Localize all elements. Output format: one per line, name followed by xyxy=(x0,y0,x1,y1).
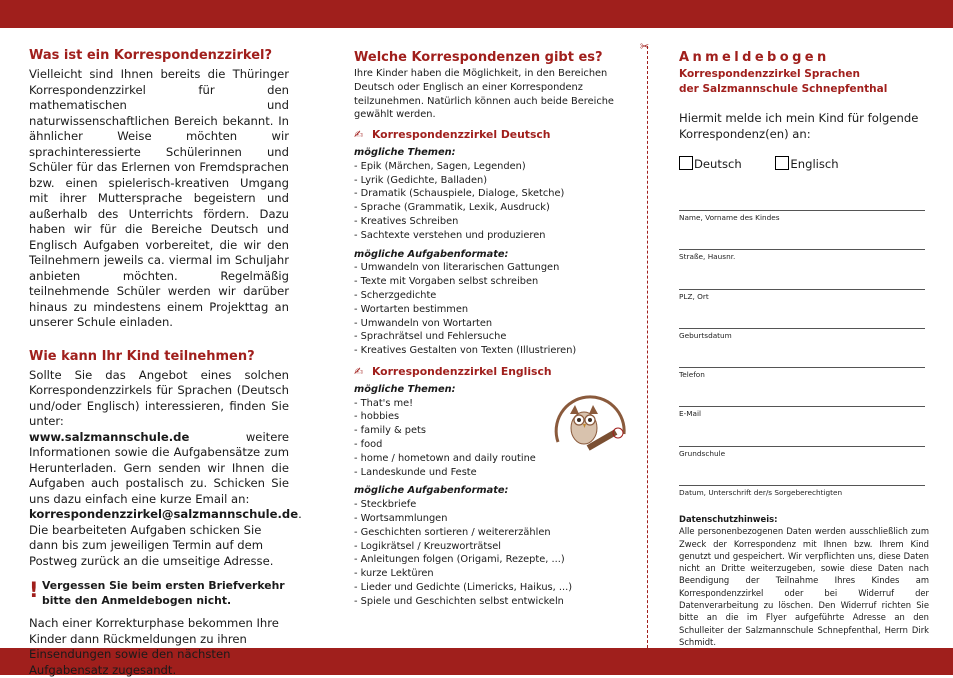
pen-icon: ✍ xyxy=(354,128,364,142)
field-label: E-Mail xyxy=(679,409,702,419)
field-label: Telefon xyxy=(679,370,705,380)
warning-text: Vergessen Sie beim ersten Briefverkehr bitte den Anmeldebogen nicht. xyxy=(42,579,285,607)
paragraph-feedback: Nach einer Korrekturphase bekommen Ihre Kinder dann Rückmeldungen zu ihren Einsendungen sowie den nächsten Aufgabensatz zugesandt. xyxy=(29,616,279,677)
form-subtitle-line2: der Salzmannschule Schnepfenthal xyxy=(679,83,888,95)
english-themes-label: mögliche Themen: xyxy=(354,383,456,395)
heading-offers: Welche Korrespondenzen gibt es? xyxy=(354,50,603,65)
offers-intro: Ihre Kinder haben die Möglichkeit, in den Bereichen Deutsch oder Englisch an einer Korrespondenz teilzunehmen. Natürlich können auch beide Bereiche gewählt werden. xyxy=(354,68,614,121)
heading-how-to-join: Wie kann Ihr Kind teilnehmen? xyxy=(29,348,255,364)
cut-line xyxy=(647,46,648,648)
list-item: - Texte mit Vorgaben selbst schreiben xyxy=(354,276,539,288)
field-street[interactable] xyxy=(679,249,925,288)
pen-icon: ✍ xyxy=(354,364,364,378)
registration-form xyxy=(679,50,931,647)
list-item: - Lieder und Gedichte (Limericks, Haikus, ...) xyxy=(354,581,573,593)
field-child-name[interactable] xyxy=(679,210,925,249)
paragraph-how-to-join xyxy=(29,367,302,523)
form-subtitle-line1: Korrespondenzzirkel Sprachen xyxy=(679,68,860,80)
privacy-text: Alle personenbezogenen Daten werden ausschließlich zum Zweck der Korrespondenz mit Ihnen bzw. Ihrem Kind genutzt und gespeichert. Wir verpflichten uns, diese Daten nicht an Dritte weiterzugeben, sowie diese Daten nach Beendigung der Teilnahme Ihres Kindes am Korrespondenzzirkel oder bei Widerruf der Datenverarbeitung zu löschen. Den Widerruf richten Sie bitte an die im Flyer aufgeführte Adresse an den Schulleiter der Salzmannschule Schnepfenthal, Herrn Dirk Schmidt. xyxy=(679,526,929,647)
list-item: - Umwandeln von literarischen Gattungen xyxy=(354,262,560,274)
german-title: Korrespondenzzirkel Deutsch xyxy=(372,128,551,142)
list-item: - Epik (Märchen, Sagen, Legenden) xyxy=(354,160,526,172)
form-subtitle xyxy=(679,67,931,97)
list-item: - Geschichten sortieren / weitererzählen xyxy=(354,526,551,538)
privacy-notice xyxy=(679,513,929,648)
english-formats-label: mögliche Aufgabenformate: xyxy=(354,485,509,497)
list-item: - That's me! xyxy=(354,397,414,409)
form-lead: Hiermit melde ich mein Kind für folgende Korrespondenz(en) an: xyxy=(679,111,919,141)
field-label: Geburtsdatum xyxy=(679,330,732,340)
checkbox-englisch-label: Englisch xyxy=(790,157,839,171)
list-item: - Steckbriefe xyxy=(354,499,417,511)
list-item: - Landeskunde und Feste xyxy=(354,466,477,478)
field-phone[interactable] xyxy=(679,367,925,406)
scissors-icon: ✂ xyxy=(640,40,650,53)
paragraph-how-info: weitere Informationen sowie die Aufgabensätze zum Herunterladen. Gern senden wir Ihnen die Aufgaben auch postalisch zu. Schicken Sie uns dazu einfach eine kurze Email an: xyxy=(29,429,289,506)
list-item: - hobbies xyxy=(354,411,400,423)
field-label: Datum, Unterschrift der/s Sorgeberechtigten xyxy=(679,488,843,498)
checkbox-deutsch[interactable] xyxy=(679,156,742,171)
field-email[interactable] xyxy=(679,406,925,445)
list-item: - Sachtexte verstehen und produzieren xyxy=(354,229,546,241)
german-formats-list xyxy=(354,261,618,358)
list-item: - kurze Lektüren xyxy=(354,568,434,580)
field-zip-city[interactable] xyxy=(679,289,925,328)
list-item: - Wortsammlungen xyxy=(354,512,448,524)
list-item: - Lyrik (Gedichte, Balladen) xyxy=(354,174,488,186)
list-item: - Umwandeln von Wortarten xyxy=(354,317,493,329)
list-item: - family & pets xyxy=(354,425,426,437)
email-link[interactable]: korrespondenzzirkel@salzmannschule.de xyxy=(29,507,299,521)
checkbox-englisch[interactable] xyxy=(775,156,838,171)
form-fields xyxy=(679,210,925,524)
english-formats-list xyxy=(354,498,618,608)
english-title: Korrespondenzzirkel Englisch xyxy=(372,364,552,378)
list-item: - Sprache (Grammatik, Lexik, Ausdruck) xyxy=(354,202,550,214)
paragraph-return: Die bearbeiteten Aufgaben schicken Sie dann bis zum jeweiligen Termin auf dem Postweg zurück an die umseitige Adresse. xyxy=(29,522,274,568)
german-formats-label: mögliche Aufgabenformate: xyxy=(354,248,509,260)
list-item: - Dramatik (Schauspiele, Dialoge, Sketche) xyxy=(354,188,565,200)
field-label: Name, Vorname des Kindes xyxy=(679,213,780,222)
field-primary-school[interactable] xyxy=(679,446,925,485)
list-item: - food xyxy=(354,438,383,450)
paragraph-how-intro: Sollte Sie das Angebot eines solchen Korrespondenzzirkels für Sprachen (Deutsch und/oder Englisch) interessieren, finden Sie unter: xyxy=(29,367,289,428)
german-themes-label: mögliche Themen: xyxy=(354,146,456,158)
column-info xyxy=(29,48,302,678)
course-options xyxy=(679,156,931,171)
list-item: - Wortarten bestimmen xyxy=(354,303,469,315)
email-period: . xyxy=(298,507,302,521)
subheading-german xyxy=(354,128,618,142)
exclamation-icon: ! xyxy=(29,578,39,602)
list-item: - Spiele und Geschichten selbst entwickeln xyxy=(354,595,564,607)
owl-icon xyxy=(550,384,630,454)
paragraph-what-is: Vielleicht sind Ihnen bereits die Thüringer Korrespondenzzirkel für den mathematischen und naturwissenschaftlichen Bereich bekannt. In ähnlicher Weise möchten wir sprachinteressierte Schülerinnen und Schüler für das Erlernen von Fremdsprachen bzw. einen spielerisch-kreativen Umgang mit ihrer Muttersprache begeistern und außerhalb des Unterrichts fördern. Dazu haben wir für die Bereiche Deutsch und Englisch Aufgaben vorbereitet, die wir den Teilnehmern jeweils ca. viermal im Schuljahr anbieten möchten. Regelmäßig teilnehmende Schüler werden wir darüber hinaus zu mindestens einem Projekttag an unserer Schule einladen. xyxy=(29,67,289,329)
top-banner xyxy=(0,0,953,28)
checkbox-icon[interactable] xyxy=(775,156,789,170)
field-label: PLZ, Ort xyxy=(679,291,709,301)
list-item: - home / hometown and daily routine xyxy=(354,452,536,464)
field-label: Straße, Hausnr. xyxy=(679,252,736,262)
list-item: - Sprachrätsel und Fehlersuche xyxy=(354,331,507,343)
list-item: - Logikrätsel / Kreuzworträtsel xyxy=(354,540,502,552)
list-item: - Anleitungen folgen (Origami, Rezepte, ...) xyxy=(354,554,565,566)
website-link[interactable]: www.salzmannschule.de xyxy=(29,429,190,444)
form-title: Anmeldebogen xyxy=(679,50,830,65)
subheading-english xyxy=(354,365,618,379)
german-themes-list xyxy=(354,160,618,243)
list-item: - Kreatives Gestalten von Texten (Illustrieren) xyxy=(354,345,577,357)
privacy-heading: Datenschutzhinweis: xyxy=(679,514,778,524)
warning-note xyxy=(29,578,289,608)
field-label: Grundschule xyxy=(679,448,726,458)
checkbox-deutsch-label: Deutsch xyxy=(694,157,742,171)
heading-what-is: Was ist ein Korrespondenzzirkel? xyxy=(29,48,273,63)
column-offers xyxy=(354,50,618,608)
field-birthdate[interactable] xyxy=(679,328,925,367)
checkbox-icon[interactable] xyxy=(679,156,693,170)
list-item: - Kreatives Schreiben xyxy=(354,215,459,227)
list-item: - Scherzgedichte xyxy=(354,289,437,301)
